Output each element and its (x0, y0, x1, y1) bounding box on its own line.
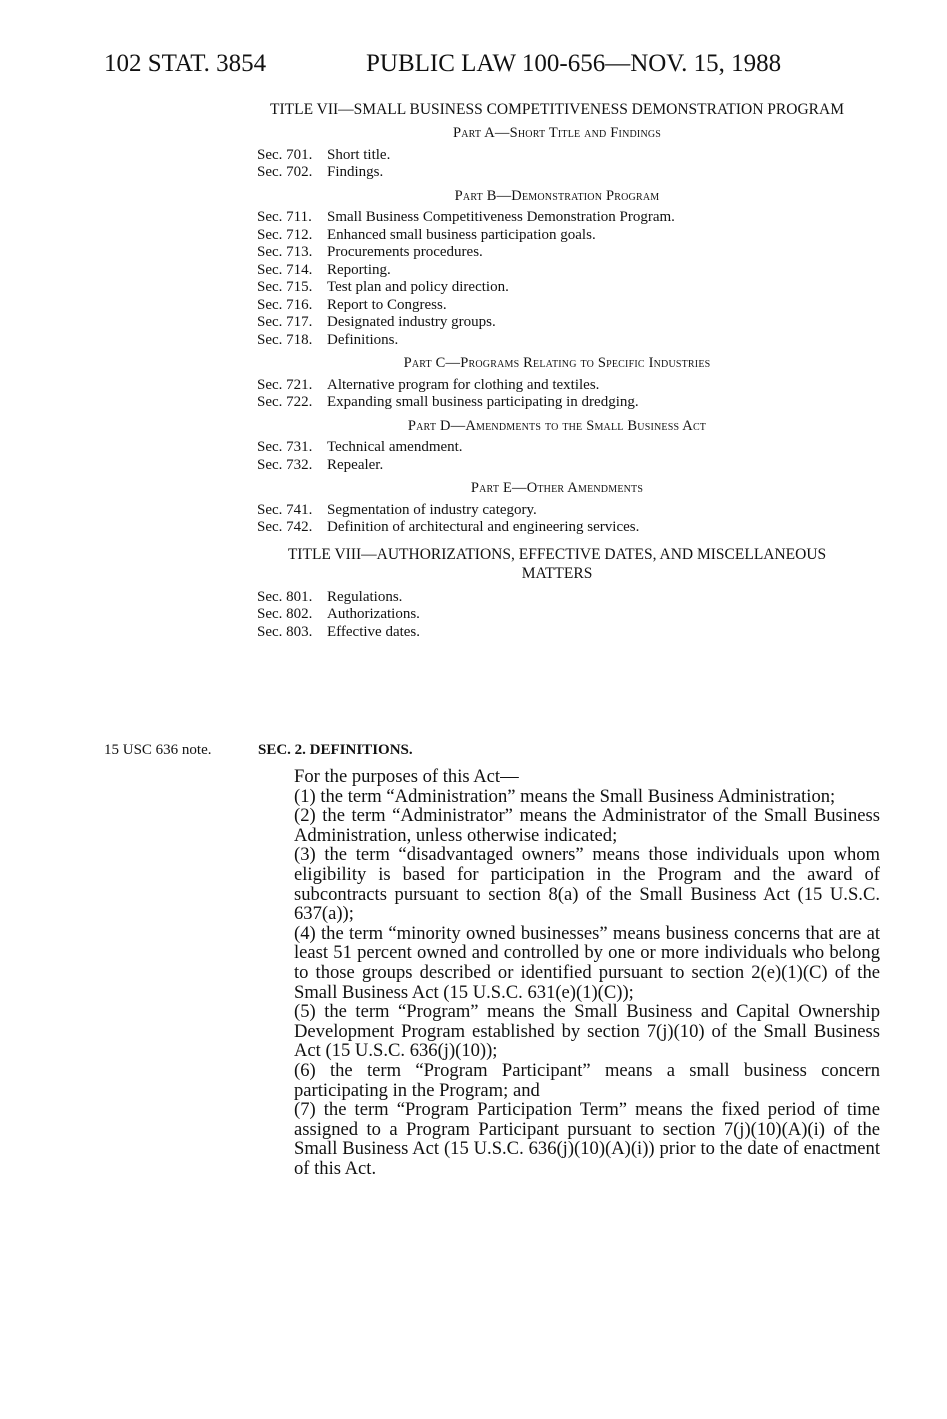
toc-entry (257, 457, 877, 475)
toc-entry (257, 519, 877, 537)
sec-number: Sec. 801. (257, 588, 313, 605)
sec-number: Sec. 717. (257, 314, 313, 330)
definition-paragraph: (3) the term “disadvantaged owners” means those individuals upon whom eligibility is based for participation in the Program and the award of subcontracts pursuant to section 8(a) of the Small Business Act (15 U.S.C. 637(a)); (294, 844, 880, 925)
part-heading: Part B—Demonstration Program (454, 187, 660, 204)
sec-text: Segmentation of industry category. (327, 501, 537, 518)
toc-part-a (257, 125, 877, 182)
toc-entry (257, 394, 877, 412)
toc-entry (257, 502, 877, 520)
sec-text: Regulations. (327, 588, 403, 605)
toc-entry (257, 332, 877, 350)
definition-paragraph: (4) the term “minority owned businesses” means business concerns that are at least 51 percent owned and controlled by one or more individuals who belong to those groups described or identified pursuant to section 2(e)(1)(C) of the Small Business Act (15 U.S.C. 631(e)(1)(C)); (294, 922, 880, 1003)
toc-entry (257, 624, 877, 642)
toc-entry (257, 227, 877, 245)
sec-text: Effective dates. (327, 623, 421, 640)
sec-text: Reporting. (327, 261, 391, 278)
sec-text: Report to Congress. (327, 296, 447, 313)
sec-number: Sec. 715. (257, 279, 313, 295)
toc-part-d (257, 418, 877, 475)
sec-number: Sec. 732. (257, 456, 313, 473)
sec-text: Procurements procedures. (327, 244, 483, 260)
sec-text: Definitions. (327, 331, 399, 348)
definition-paragraph: (1) the term “Administration” means the Small Business Administration; (294, 785, 836, 807)
sec-number: Sec. 711. (257, 209, 312, 225)
toc-part-c (257, 355, 877, 412)
sec-number: Sec. 716. (257, 296, 313, 313)
toc-title-viii: TITLE VIII—AUTHORIZATIONS, EFFECTIVE DATES, AND MISCELLANEOUS MATTERS (287, 545, 827, 582)
sec-number: Sec. 731. (257, 439, 313, 455)
table-of-contents (257, 100, 877, 641)
sec-number: Sec. 722. (257, 394, 313, 410)
part-heading: Part A—Short Title and Findings (452, 125, 662, 141)
part-heading: Part E—Other Amendments (470, 480, 644, 496)
toc-entry (257, 439, 877, 457)
section-heading: SEC. 2. DEFINITIONS. (258, 742, 413, 758)
toc-entry (257, 589, 877, 607)
sec-number: Sec. 701. (257, 146, 313, 163)
toc-title-vii: TITLE VII—SMALL BUSINESS COMPETITIVENESS DEMONSTRATION PROGRAM (270, 101, 844, 118)
sec-text: Repealer. (327, 456, 384, 473)
part-heading: Part D—Amendments to the Small Business Act (407, 417, 707, 434)
definition-paragraph: (7) the term “Program Participation Term” means the fixed period of time assigned to a Program Participant pursuant to section 7(j)(10)(A)(i) of the Small Business Act (15 U.S.C. 636(j)(10)(A)(i)) prior to the date of enactment of this Act. (294, 1099, 880, 1179)
toc-title-viii-sections (257, 589, 877, 642)
toc-entry (257, 297, 877, 315)
toc-part-e (257, 480, 877, 537)
sec-number: Sec. 713. (257, 244, 313, 260)
sec-number: Sec. 742. (257, 519, 313, 535)
sec-number: Sec. 702. (257, 164, 313, 180)
margin-note: 15 USC 636 note. (104, 742, 212, 758)
sec-number: Sec. 741. (257, 501, 313, 518)
toc-entry (257, 279, 877, 297)
sec-text: Small Business Competitiveness Demonstration Program. (327, 209, 675, 225)
sec-text: Short title. (327, 146, 391, 163)
sec-number: Sec. 714. (257, 261, 313, 278)
toc-entry (257, 377, 877, 395)
toc-part-b (257, 188, 877, 350)
intro-line: For the purposes of this Act— (294, 766, 519, 787)
sec-text: Test plan and policy direction. (327, 279, 509, 295)
toc-entry (257, 244, 877, 262)
toc-entry (257, 147, 877, 165)
toc-entry (257, 314, 877, 332)
part-heading: Part C—Programs Relating to Specific Industries (403, 355, 711, 371)
sec-number: Sec. 802. (257, 606, 313, 622)
sec-text: Expanding small business participating in dredging. (327, 394, 639, 410)
sec-text: Enhanced small business participation goals. (327, 226, 596, 243)
sec-text: Findings. (327, 164, 384, 180)
sec-number: Sec. 718. (257, 331, 313, 348)
sec-number: Sec. 803. (257, 623, 313, 640)
public-law-citation: PUBLIC LAW 100-656—NOV. 15, 1988 (366, 50, 782, 77)
sec-text: Alternative program for clothing and textiles. (327, 376, 600, 393)
sec-text: Definition of architectural and engineering services. (327, 519, 640, 535)
toc-entry (257, 209, 877, 227)
sec-text: Technical amendment. (327, 439, 463, 455)
toc-entry (257, 606, 877, 624)
definition-paragraph: (5) the term “Program” means the Small Business and Capital Ownership Development Program established by section 7(j)(10) of the Small Business Act (15 U.S.C. 636(j)(10)); (294, 1001, 880, 1062)
sec-text: Designated industry groups. (327, 314, 496, 330)
sec-number: Sec. 721. (257, 376, 313, 393)
toc-entry (257, 262, 877, 280)
toc-entry (257, 164, 877, 182)
sec-text: Authorizations. (327, 606, 420, 622)
definition-paragraph: (6) the term “Program Participant” means a small business concern participating in the Program; and (294, 1059, 880, 1101)
statute-page-number: 102 STAT. 3854 (104, 50, 267, 77)
definitions-body (272, 767, 880, 1178)
definition-paragraph: (2) the term “Administrator” means the Administrator of the Small Business Administration, unless otherwise indicated; (294, 805, 880, 846)
sec-number: Sec. 712. (257, 226, 313, 243)
